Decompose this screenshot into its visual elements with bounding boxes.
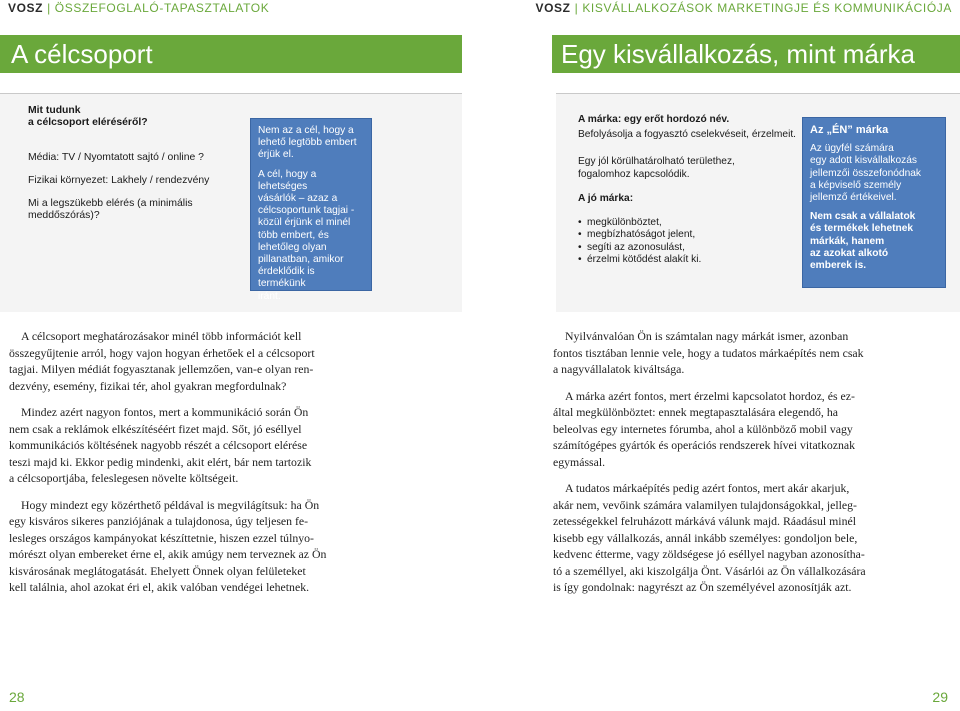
callout-paragraph: A cél, hogy a lehetséges vásárlók – azaz a célcsoportunk tagjai - közül érjünk el minél több embert, és lehetőleg olyan pillanatban, amikor érdeklődik is termékünk iránt. — [258, 168, 355, 302]
running-head-separator: | — [574, 1, 579, 15]
callout-text: Az ügyfél számára egy adott kisvállalkozás jellemzői összefonódnak a képviselő személy jellemző értékeivel. — [810, 143, 921, 204]
running-head-section: KISVÁLLALKOZÁSOK MARKETINGJE ÉS KOMMUNIKÁCIÓJA — [582, 1, 952, 15]
callout-paragraph: Nem az a cél, hogy a lehető legtöbb embert érjük el. — [258, 125, 357, 161]
body-text-right — [553, 328, 889, 596]
good-brand-list — [578, 217, 796, 267]
body-paragraph: A márka azért fontos, mert érzelmi kapcsolatot hordoz, és ez- által megkülönböztet: ennek megtapasztalására elegendő, ha beleolvas egy internetes fórumba, ahol a különböző mobil vagy számítógépes gyártók és operációs rendszerek hívei vitatkoznak egymással. — [553, 388, 856, 469]
panel-question: Mit tudunk a célcsoport eléréséről? — [28, 105, 148, 128]
running-head-separator: | — [47, 1, 51, 15]
callout-box-personal-brand — [802, 117, 946, 288]
running-head-brand: VOSZ — [8, 1, 44, 15]
page-title-left: A célcsoport — [0, 35, 462, 73]
panel-intro — [28, 105, 228, 233]
list-item: • megkülönböztet, — [578, 217, 796, 229]
callout-title: Az „ÉN” márka — [810, 124, 889, 136]
brand-line: Befolyásolja a fogyasztó cselekvéseit, érzelmeit. — [578, 129, 797, 141]
panel-item-media: Média: TV / Nyomtatott sajtó / online ? — [28, 152, 204, 163]
info-panel-right — [556, 93, 960, 312]
running-head-brand: VOSZ — [535, 1, 571, 15]
brand-heading: A márka: egy erőt hordozó név. — [578, 114, 730, 125]
callout-emphasis: Nem csak a vállalatok és termékek lehetnek márkák, hanem az azokat alkotó emberek is. — [810, 211, 916, 272]
page-number-left: 28 — [9, 689, 25, 705]
body-paragraph: Nyilvánvalóan Ön is számtalan nagy márkát ismer, azonban fontos tisztában lennie vele, hogy a tudatos márkaépítés nem csak a nagyvállalatok kiváltsága. — [553, 329, 864, 376]
list-item: • segíti az azonosulást, — [578, 242, 796, 254]
running-head-left — [8, 0, 269, 16]
list-item: • megbízhatóságot jelent, — [578, 229, 796, 241]
callout-box-goal — [250, 118, 372, 302]
brand-line: Egy jól körülhatárolható területhez, fogalomhoz kapcsolódik. — [578, 156, 735, 180]
body-text-left — [9, 328, 347, 596]
page-title-right: Egy kisvállalkozás, mint márka — [552, 35, 960, 73]
body-paragraph: Mindez azért nagyon fontos, mert a kommunikáció során Ön nem csak a reklámok elkészítéséért fizet majd. Sőt, jó eséllyel kommunikációs költésének nagyobb részét a célcsoport elérése teszi majd ki. Ekkor pedig mindenki, akit elért, bár nem tartozik a célcsoportjába, feleslegesen növelte költségeit. — [9, 405, 312, 485]
body-paragraph: A célcsoport meghatározásakor minél több információt kell összegyűjtenie arról, hogy vajon hogyan érhetőek el a célcsoport tagjai. Milyen médiát fogyasztanak jellemzően, van-e olyan ren- dezvény, esemény, fizikai tér, ahol gyakran megfordulnak? — [9, 329, 315, 393]
list-item: • érzelmi kötődést alakít ki. — [578, 254, 796, 266]
body-paragraph: Hogy mindezt egy közérthető példával is megvilágítsuk: ha Ön egy kisváros sikeres panziójának a tulajdonosa, úgy teljesen fe- lesleges országos kampányokat készíttetnie, hiszen ezzel túlnyo- mórészt olyan embereket érne el, akik amúgy nem terveznek az Ön kisvárosának meglátogatását. Ehelyett Önnek olyan felületeket kell találnia, ahol azokat éri el, akik valóban vendégei lehetnek. — [9, 497, 327, 594]
running-head-right — [536, 0, 952, 16]
info-panel-left — [0, 93, 462, 312]
panel-item-environment: Fizikai környezet: Lakhely / rendezvény — [28, 175, 210, 186]
panel-item-reach: Mi a legszükebb elérés (a minimális meddőszórás)? — [28, 198, 193, 221]
page-number-right: 29 — [932, 689, 948, 705]
brand-definition — [578, 114, 796, 267]
running-head-section: ÖSSZEFOGLALÓ-TAPASZTALATOK — [54, 1, 270, 15]
body-paragraph: A tudatos márkaépítés pedig azért fontos, mert akár akarjuk, akár nem, vevőink számára valamilyen tulajdonságokkal, jelleg- zetességekkel felruházott márkává válunk majd. Ráadásul minél kisebb egy vállalkozás, annál inkább személyes: gondoljon bele, kedvenc étterme, vagy zöldségese jó eséllyel nagyban azonosítha- tó a személlyel, aki kiszolgálja Önt. Vásárlói az Ön vállalkozására is így gondolnak: nagyrészt az Ön személyével azonosítják azt. — [553, 481, 866, 594]
good-brand-label: A jó márka: — [578, 192, 634, 204]
